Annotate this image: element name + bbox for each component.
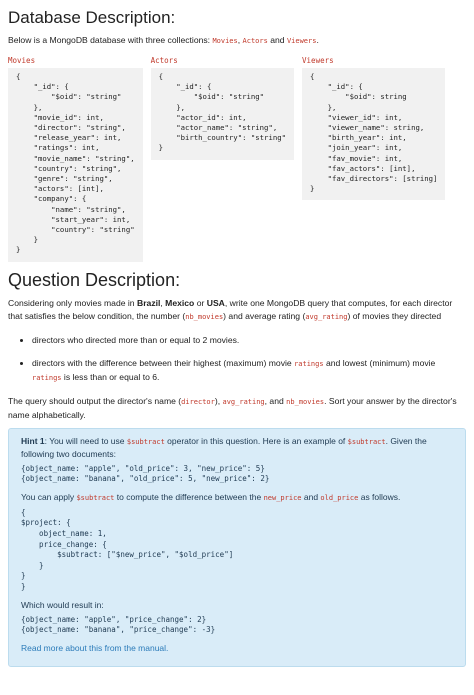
collection-name-movies: Movies <box>212 37 238 45</box>
text: ), <box>214 395 223 406</box>
code-director: director <box>181 397 215 406</box>
text: , <box>160 297 166 308</box>
text: The query should output the director's name ( <box>8 395 182 406</box>
project-code-block: { $project: { object_name: 1, price_change: { $subtract: ["$new_price", "$old_price"] } } } <box>21 507 234 591</box>
actors-schema: { "_id": { "$oid": "string" }, "actor_id": int, "actor_name": "string", "birth_country": "string" } <box>151 68 294 160</box>
code-nb-movies: nb_movies <box>286 397 325 406</box>
text: ) of movies they directed <box>347 310 442 321</box>
database-intro <box>8 34 466 48</box>
condition-item: • directors who directed more than or equal to 2 movies. <box>32 334 466 347</box>
text: operator in this question. Here is an example of <box>164 435 348 446</box>
intro-suffix: . <box>316 35 319 45</box>
text: Considering only movies made in <box>8 297 137 308</box>
code-subtract: $subtract <box>347 437 386 446</box>
text: You can apply <box>21 491 77 502</box>
intro-sep: , <box>237 35 243 45</box>
text: to compute the difference between the <box>114 491 264 502</box>
hint-apply <box>21 491 453 504</box>
result-label: Which would result in: <box>21 599 104 610</box>
country-mexico: Mexico <box>165 297 195 308</box>
question-paragraph <box>8 297 466 324</box>
collection-actors <box>151 56 294 160</box>
text: and <box>301 491 321 502</box>
country-brazil: Brazil <box>136 297 161 308</box>
code-ratings: ratings <box>32 373 62 382</box>
viewers-schema: { "_id": { "$oid": string }, "viewer_id": int, "viewer_name": string, "birth_year": int, "join_year": int, "fav_movie": int, "fav_actors": [int], "fav_directors": [string] } <box>302 68 445 200</box>
intro-text: Below is a MongoDB database with three collections: <box>8 35 213 45</box>
manual-link[interactable]: Read more about this from the manual. <box>21 642 169 653</box>
question-title: Question Description: <box>8 269 181 290</box>
movies-schema: { "_id": { "$oid": "string" }, "movie_id": int, "director": "string", "release_year": int, "ratings": int, "movie_name": "string", "country": "string", "genre": "string", "actors": [int], "company": { "name": "string", "start_year": int, "country": "string" } } <box>8 68 143 262</box>
collection-viewers <box>302 56 445 200</box>
collection-title: Viewers <box>302 56 334 65</box>
text: as follows. <box>358 491 401 502</box>
text: : You will need to use <box>44 435 127 446</box>
text: ) and average rating ( <box>223 310 306 321</box>
collection-title: Actors <box>150 56 178 65</box>
conditions-list <box>8 334 466 385</box>
code-avg-rating: avg_rating <box>305 312 348 321</box>
code-subtract: $subtract <box>126 437 165 446</box>
collections <box>8 56 466 262</box>
database-title: Database Description: <box>8 8 176 27</box>
example-documents: {object_name: "apple", "old_price": 3, "new_price": 5} {object_name: "banana", "old_price": 5, "new_price": 2} <box>21 463 270 484</box>
text: , write one MongoDB query that computes, for each director that satisfies the below condition, the number ( <box>8 297 453 321</box>
code-avg-rating: avg_rating <box>222 397 265 406</box>
code-new-price: new_price <box>263 493 302 502</box>
text: directors with the difference between their highest (maximum) movie <box>32 357 295 368</box>
text: . Sort your answer by the director's name alphabetically. <box>8 395 457 420</box>
text: or <box>194 297 207 308</box>
collection-movies <box>8 56 143 262</box>
condition-item <box>32 357 466 385</box>
collection-title: Movies <box>8 56 36 65</box>
intro-sep: and <box>267 35 287 45</box>
text: . Given the following two documents: <box>21 435 427 459</box>
manual-link-wrap <box>21 642 453 654</box>
output-paragraph <box>8 395 466 422</box>
hint-intro <box>21 435 453 460</box>
text: is less than or equal to 6. <box>61 371 160 382</box>
code-ratings: ratings <box>294 359 324 368</box>
hint-box <box>8 428 466 667</box>
country-usa: USA <box>206 297 225 308</box>
code-nb-movies: nb_movies <box>185 312 224 321</box>
code-subtract: $subtract <box>76 493 115 502</box>
code-old-price: old_price <box>320 493 359 502</box>
collection-name-viewers: Viewers <box>286 37 317 45</box>
collection-name-actors: Actors <box>242 37 268 45</box>
text: , and <box>264 395 287 406</box>
hint-label: Hint 1 <box>21 435 45 446</box>
result-documents: {object_name: "apple", "price_change": 2} {object_name: "banana", "price_change": -3} <box>21 614 216 635</box>
text: and lowest (minimum) movie <box>323 357 436 368</box>
